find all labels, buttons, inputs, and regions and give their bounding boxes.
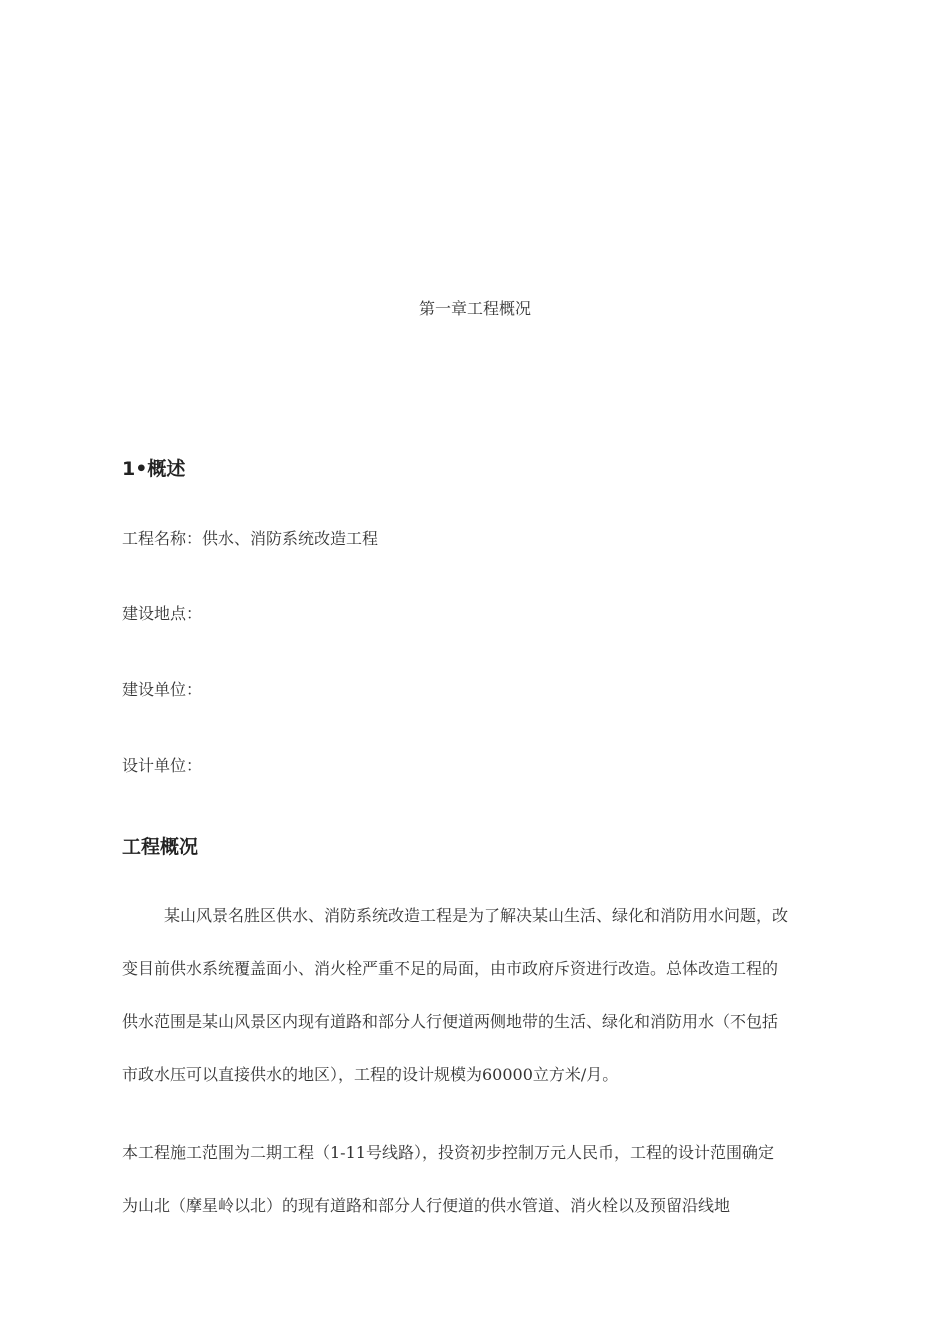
field-construction-unit: 建设单位： — [122, 680, 203, 699]
field-project-name: 工程名称：供水、消防系统改造工程 — [122, 529, 379, 548]
chapter-title: 第一章工程概况 — [418, 299, 531, 318]
paragraph-line: 市政水压可以直接供水的地区），工程的设计规模为60000立方米/月。 — [122, 1065, 619, 1084]
paragraph-line: 变目前供水系统覆盖面小、消火栓严重不足的局面，由市政府斥资进行改造。总体改造工程的 — [122, 959, 779, 978]
paragraph-line: 本工程施工范围为二期工程（1-11号线路），投资初步控制万元人民币，工程的设计范围确定 — [122, 1143, 774, 1162]
paragraph-line: 供水范围是某山风景区内现有道路和部分人行便道两侧地带的生活、绿化和消防用水（不包括 — [122, 1012, 779, 1031]
section-heading-overview: 1•概述 — [122, 458, 186, 480]
paragraph-line: 为山北（摩星岭以北）的现有道路和部分人行便道的供水管道、消火栓以及预留沿线地 — [122, 1196, 731, 1215]
field-design-unit: 设计单位： — [122, 756, 203, 775]
paragraph-line: 某山风景名胜区供水、消防系统改造工程是为了解决某山生活、绿化和消防用水问题，改 — [164, 906, 789, 925]
field-construction-site: 建设地点： — [122, 604, 203, 623]
section-heading-project-status: 工程概况 — [122, 836, 199, 858]
